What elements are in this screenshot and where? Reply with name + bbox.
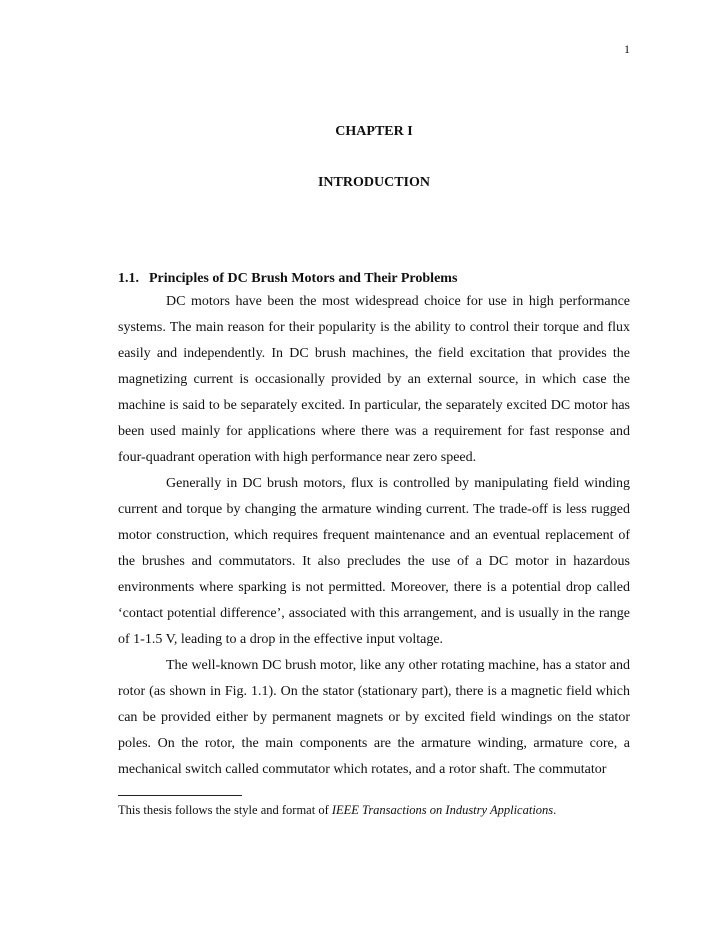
- page-number: 1: [624, 42, 630, 56]
- paragraph: DC motors have been the most widespread choice for use in high performance systems. The main reason for their popularity is the ability to control their torque and flux easily and independently. In DC brush machines, the field excitation that provides the magnetizing current is occasionally provided by an external source, in which case the machine is said to be separately excited. In particular, the separately excited DC motor has been used mainly for applications where there was a requirement for fast response and four-quadrant operation with high performance near zero speed.: [118, 294, 630, 465]
- footnote-suffix: .: [553, 803, 557, 817]
- paragraph: Generally in DC brush motors, flux is controlled by manipulating field winding current and torque by changing the armature winding current. The trade-off is less rugged motor construction, which requires frequent maintenance and an eventual replacement of the brushes and commutators. It also precludes the use of a DC motor in hazardous environments where sparking is not permitted. Moreover, there is a potential drop called ‘contact potential difference’, associated with this arrangement, and is usually in the range of 1-1.5 V, leading to a drop in the effective input voltage.: [118, 476, 630, 647]
- chapter-label: CHAPTER I: [335, 124, 413, 139]
- chapter-title: INTRODUCTION: [317, 175, 430, 190]
- body-text: [118, 289, 630, 783]
- section-heading: [118, 271, 638, 287]
- footnote-divider: [118, 795, 242, 796]
- section-number: 1.1.: [118, 271, 139, 286]
- footnote: [118, 803, 638, 818]
- footnote-journal: IEEE Transactions on Industry Applications: [331, 803, 554, 817]
- footnote-prefix: This thesis follows the style and format of: [118, 803, 332, 817]
- paragraph: The well-known DC brush motor, like any other rotating machine, has a stator and rotor (as shown in Fig. 1.1). On the stator (stationary part), there is a magnetic field which can be provided either by permanent magnets or by excited field windings on the stator poles. On the rotor, the main components are the armature winding, armature core, a mechanical switch called commutator which rotates, and a rotor shaft. The commutator: [118, 658, 630, 777]
- section-title: Principles of DC Brush Motors and Their Problems: [149, 271, 458, 286]
